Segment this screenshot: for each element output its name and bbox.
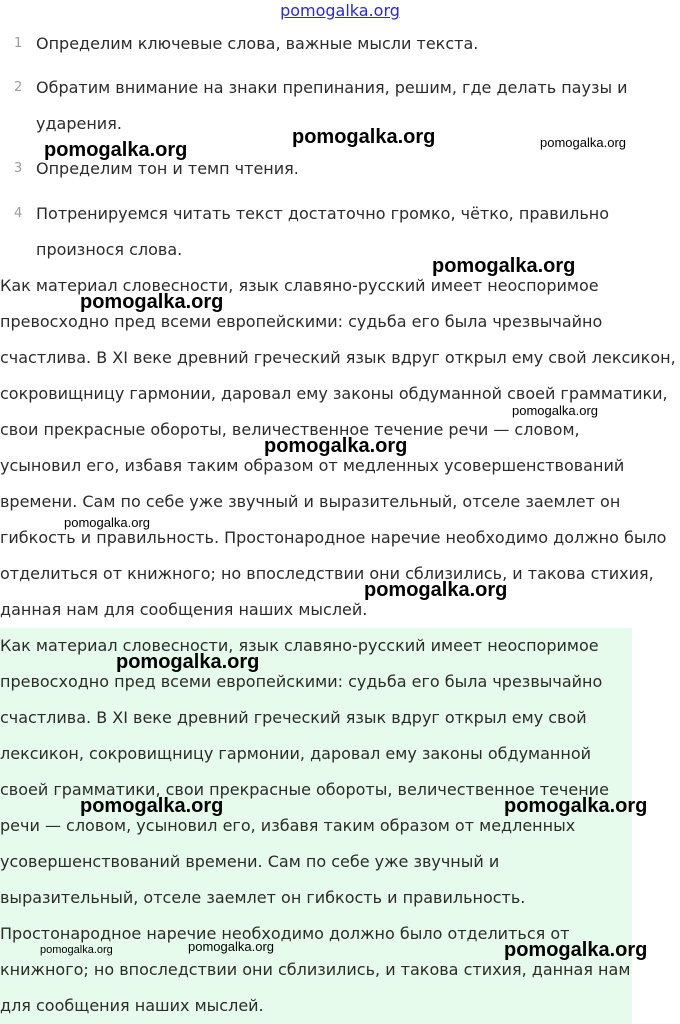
watermark: pomogalka.org (364, 579, 508, 601)
step-line: Определим ключевые слова, важные мысли текста. (36, 34, 479, 53)
watermark: pomogalka.org (264, 435, 408, 457)
paragraph-line: свои прекрасные обороты, величественное течение речи — словом, (0, 420, 580, 439)
watermark: pomogalka.org (80, 795, 224, 817)
paragraph-line: усыновил его, избавя таким образом от медленных усовершенствований (0, 456, 625, 475)
step-line: произнося слова. (36, 240, 183, 259)
watermark: pomogalka.org (116, 651, 260, 673)
watermark: pomogalka.org (540, 135, 626, 150)
step-number: 2 (14, 80, 23, 95)
paragraph-line: превосходно пред всеми европейскими: судьба его была чрезвычайно (0, 312, 603, 331)
watermark: pomogalka.org (64, 515, 150, 530)
step-text (36, 26, 636, 62)
paragraph-line: превосходно пред всеми европейскими: судьба его была чрезвычайно (0, 672, 603, 691)
paragraph-line: речи — словом, усыновил его, избавя таким образом от медленных (0, 816, 576, 835)
watermark: pomogalka.org (292, 126, 436, 148)
watermark: pomogalka.org (80, 291, 224, 313)
paragraph-line: книжного; но впоследствии они сблизились, и такова стихия, данная нам (0, 960, 631, 979)
step-line: Обратим внимание на знаки препинания, решим, где делать паузы и (36, 78, 628, 97)
step-line: Определим тон и темп чтения. (36, 159, 299, 178)
watermark: pomogalka.org (188, 939, 274, 954)
paragraph-line: отделиться от книжного; но впоследствии они сблизились, и такова стихия, (0, 564, 654, 583)
paragraph-highlighted (0, 628, 680, 1024)
paragraph-line: своей грамматики, свои прекрасные обороты, величественное течение (0, 780, 609, 799)
paragraph-line: данная нам для сообщения наших мыслей. (0, 600, 368, 619)
paragraph-line: усовершенствований времени. Сам по себе уже звучный и (0, 852, 500, 871)
paragraph-line: времени. Сам по себе уже звучный и выразительный, отселе заемлет он (0, 492, 621, 511)
paragraph-line: сокровищницу гармонии, даровал ему законы обдуманной своей грамматики, (0, 384, 668, 403)
paragraph-line: счастлива. В XI веке древний греческий язык вдруг открыл ему свой (0, 708, 587, 727)
step-line: Потренируемся читать текст достаточно громко, чётко, правильно (36, 204, 610, 223)
paragraph-line: выразительный, отселе заемлет он гибкость и правильность. (0, 888, 526, 907)
watermark: pomogalka.org (504, 939, 648, 961)
paragraph-line: Простонародное наречие необходимо должно было отделиться от (0, 924, 570, 943)
paragraph-line: Как материал словесности, язык славяно-русский имеет неоспоримое (0, 636, 599, 655)
step-number: 3 (14, 161, 23, 176)
step-number: 4 (14, 206, 23, 221)
paragraph-line: для сообщения наших мыслей. (0, 996, 264, 1015)
watermark: pomogalka.org (432, 255, 576, 277)
paragraph-line: лексикон, сокровищницу гармонии, даровал ему законы обдуманной (0, 744, 592, 763)
step-line: ударения. (36, 114, 122, 133)
paragraph-line: Как материал словесности, язык славяно-русский имеет неоспоримое (0, 276, 599, 295)
site-link[interactable]: pomogalka.org (280, 1, 400, 20)
watermark: pomogalka.org (512, 403, 598, 418)
paragraph-line: счастлива. В XI веке древний греческий язык вдруг открыл ему свой лексикон, (0, 348, 676, 367)
paragraph-line: гибкость и правильность. Простонародное наречие необходимо должно было (0, 528, 667, 547)
watermark: pomogalka.org (40, 944, 113, 956)
step-number: 1 (14, 36, 23, 51)
watermark: pomogalka.org (504, 795, 648, 817)
watermark: pomogalka.org (44, 139, 188, 161)
